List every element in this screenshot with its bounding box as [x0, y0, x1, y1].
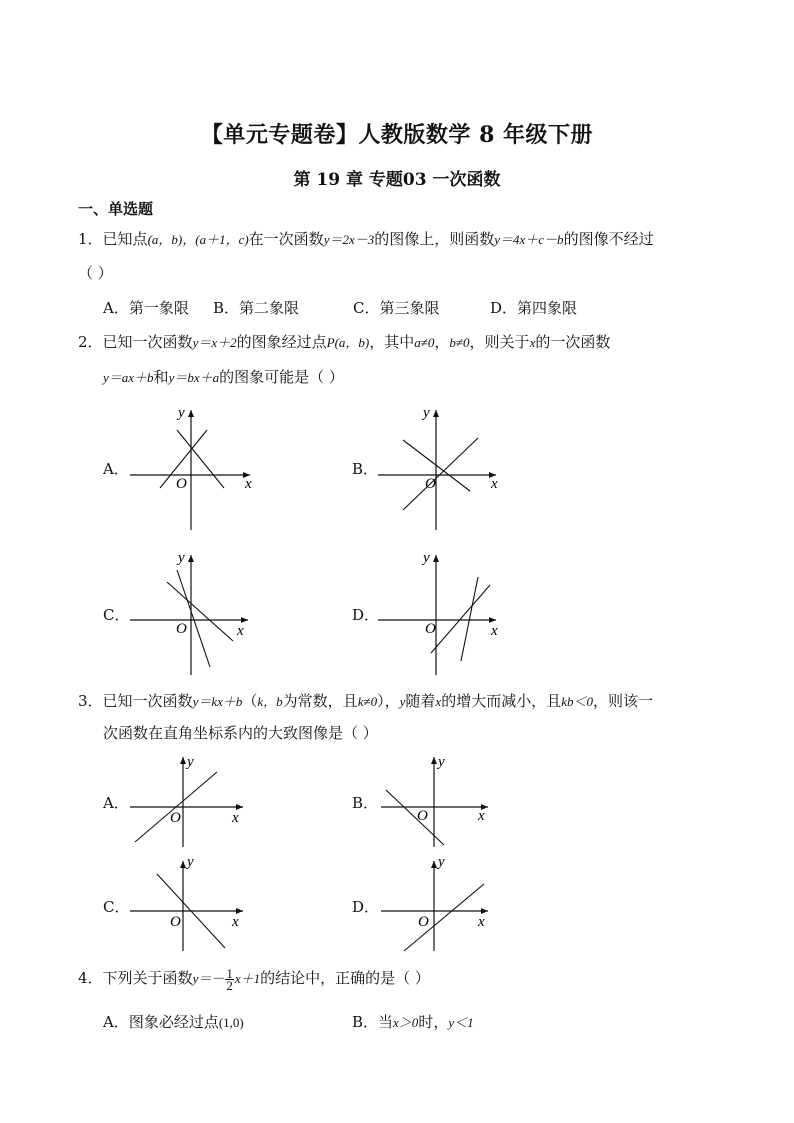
q4-text-2: 的结论中，正确的是（ ）	[260, 969, 430, 987]
question-3	[78, 691, 653, 712]
question-3-line-2: 次函数在直角坐标系内的大致图像是（ ）	[103, 724, 378, 742]
origin-label: O	[425, 476, 436, 492]
q2-function-3: y＝bx＋a	[168, 370, 220, 385]
page-title: 【单元专题卷】人教版数学 8 年级下册	[200, 122, 594, 148]
q4-option-b-math-2: y＜1	[448, 1015, 474, 1030]
q2-text-4: ，	[434, 333, 450, 351]
q2-function-2: y＝ax＋b	[103, 370, 154, 385]
origin-label: O	[417, 808, 428, 824]
q3-function: y＝kx＋b	[192, 694, 243, 709]
q4-option-b[interactable]	[352, 1011, 474, 1032]
q4-option-b-text-2: 时，	[418, 1013, 449, 1031]
y-label: y	[187, 754, 194, 770]
q2-option-b[interactable]: B．	[352, 460, 379, 478]
q1-point-2: (a＋1，c)	[195, 232, 249, 247]
q1-text-3: 的图像上，则函数	[374, 230, 495, 248]
function-line-2	[461, 577, 478, 661]
origin-label: O	[418, 914, 429, 930]
q2-option-c[interactable]: C．	[103, 606, 130, 624]
function-line	[386, 790, 444, 845]
q2-graph-a[interactable]	[120, 400, 270, 535]
q1-text-4: 的图像不经过	[563, 230, 654, 248]
q4-option-a-text: A．图象必经过点	[103, 1013, 219, 1031]
q2-text-5: ，则关于	[469, 333, 530, 351]
y-axis-arrow-icon	[180, 757, 186, 764]
x-label: x	[478, 914, 485, 930]
origin-label: O	[170, 914, 181, 930]
x-label: x	[491, 476, 498, 492]
q3-var-x: x	[435, 694, 442, 709]
q2-point: P(a，b)	[326, 335, 370, 350]
q2-text-1: 已知一次函数	[102, 333, 193, 351]
origin-label: O	[425, 621, 436, 637]
q1-option-a[interactable]: A．第一象限	[103, 299, 189, 317]
q1-option-c[interactable]: C．第三象限	[353, 299, 440, 317]
function-line	[404, 884, 484, 951]
page-subtitle: 第 19 章 专题03 一次函数	[293, 170, 501, 190]
q2-text-7: 和	[153, 368, 169, 386]
question-4	[78, 966, 430, 991]
q3-option-b[interactable]: B．	[352, 794, 379, 812]
q3-text-7: ，则该一	[592, 692, 653, 710]
q3-option-c[interactable]: C．	[103, 898, 130, 916]
q1-option-d[interactable]: D．第四象限	[490, 299, 578, 317]
q2-text-6: 的一次函数	[535, 333, 611, 351]
q3-text-5: 随着	[405, 692, 436, 710]
q4-option-b-text-1: B．当	[352, 1013, 394, 1031]
origin-label: O	[176, 476, 187, 492]
section-title: 一、单选题	[78, 200, 154, 218]
x-label: x	[232, 914, 239, 930]
q1-answer-paren: （ ）	[78, 264, 113, 282]
x-label: x	[491, 623, 498, 639]
y-axis-arrow-icon	[180, 861, 186, 868]
y-axis-arrow-icon	[433, 555, 439, 562]
x-label: x	[478, 808, 485, 824]
q2-text-8: 的图象可能是（ ）	[219, 368, 344, 386]
function-line-1	[177, 570, 210, 667]
q3-graph-c[interactable]	[125, 856, 255, 956]
q1-point-1: (a，b)，	[147, 232, 196, 247]
q2-var-x: x	[529, 335, 536, 350]
q4-fraction	[225, 965, 234, 993]
y-label: y	[178, 550, 185, 566]
q1-text-1: 已知点	[102, 230, 148, 248]
q3-vars: k，b	[257, 694, 283, 709]
q4-option-b-math-1: x＞0	[393, 1015, 419, 1030]
function-line-1	[431, 585, 490, 653]
question-2-line-2	[103, 367, 344, 388]
y-label: y	[423, 550, 430, 566]
q4-number: 4．	[78, 969, 103, 987]
q1-function-2: y＝4x＋c－b	[494, 232, 564, 247]
q3-graph-b[interactable]	[376, 752, 506, 852]
q2-graph-d[interactable]	[368, 545, 518, 680]
x-label: x	[232, 810, 239, 826]
q3-text-6: 的增大而减小，且	[441, 692, 562, 710]
question-1	[78, 229, 654, 250]
q2-graph-c[interactable]	[120, 545, 270, 680]
q2-function-1: y＝x＋2	[192, 335, 237, 350]
q2-option-a[interactable]: A．	[103, 460, 129, 478]
origin-label: O	[170, 810, 181, 826]
y-axis-arrow-icon	[433, 410, 439, 417]
y-label: y	[178, 405, 185, 421]
q3-text-2: （	[242, 692, 258, 710]
q2-cond-1: a≠0	[414, 335, 435, 350]
q1-option-b[interactable]: B．第二象限	[213, 299, 300, 317]
y-label: y	[187, 854, 194, 870]
q3-text-4: ），	[377, 692, 400, 710]
x-label: x	[237, 623, 244, 639]
y-axis-arrow-icon	[431, 757, 437, 764]
q4-fraction-denominator: 2	[226, 977, 233, 993]
y-axis-arrow-icon	[188, 555, 194, 562]
q3-text-1: 已知一次函数	[102, 692, 193, 710]
q3-cond-1: k≠0	[357, 694, 378, 709]
q3-option-d[interactable]: D．	[352, 898, 380, 916]
q3-graph-d[interactable]	[376, 856, 506, 956]
y-axis-arrow-icon	[431, 861, 437, 868]
q2-text-3: ，其中	[369, 333, 415, 351]
q4-option-a-math: (1,0)	[218, 1015, 244, 1030]
x-label: x	[245, 476, 252, 492]
q3-graph-a[interactable]	[125, 752, 255, 852]
q4-option-a[interactable]	[103, 1011, 244, 1032]
q4-fraction-numerator: 1	[226, 965, 233, 981]
q3-number: 3．	[78, 692, 103, 710]
q2-graph-b[interactable]	[368, 400, 518, 535]
q2-option-d[interactable]: D．	[352, 606, 380, 624]
q1-function-1: y＝2x－3	[323, 232, 375, 247]
q2-cond-2: b≠0	[449, 335, 470, 350]
q3-var-y: y	[399, 694, 406, 709]
y-label: y	[438, 754, 445, 770]
q3-text-3: 为常数，且	[282, 692, 358, 710]
y-axis-arrow-icon	[188, 410, 194, 417]
q1-text-2: 在一次函数	[248, 230, 324, 248]
q1-number: 1．	[78, 230, 103, 248]
q3-cond-2: kb＜0	[561, 694, 593, 709]
y-label: y	[423, 405, 430, 421]
question-2	[78, 332, 610, 353]
origin-label: O	[176, 621, 187, 637]
q4-text-1: 下列关于函数	[102, 969, 193, 987]
q4-function-a: y＝－	[192, 971, 225, 986]
q3-option-a[interactable]: A．	[103, 794, 129, 812]
q2-text-2: 的图象经过点	[236, 333, 327, 351]
q2-number: 2．	[78, 333, 103, 351]
y-label: y	[438, 854, 445, 870]
q4-function-b: x＋1	[234, 971, 261, 986]
